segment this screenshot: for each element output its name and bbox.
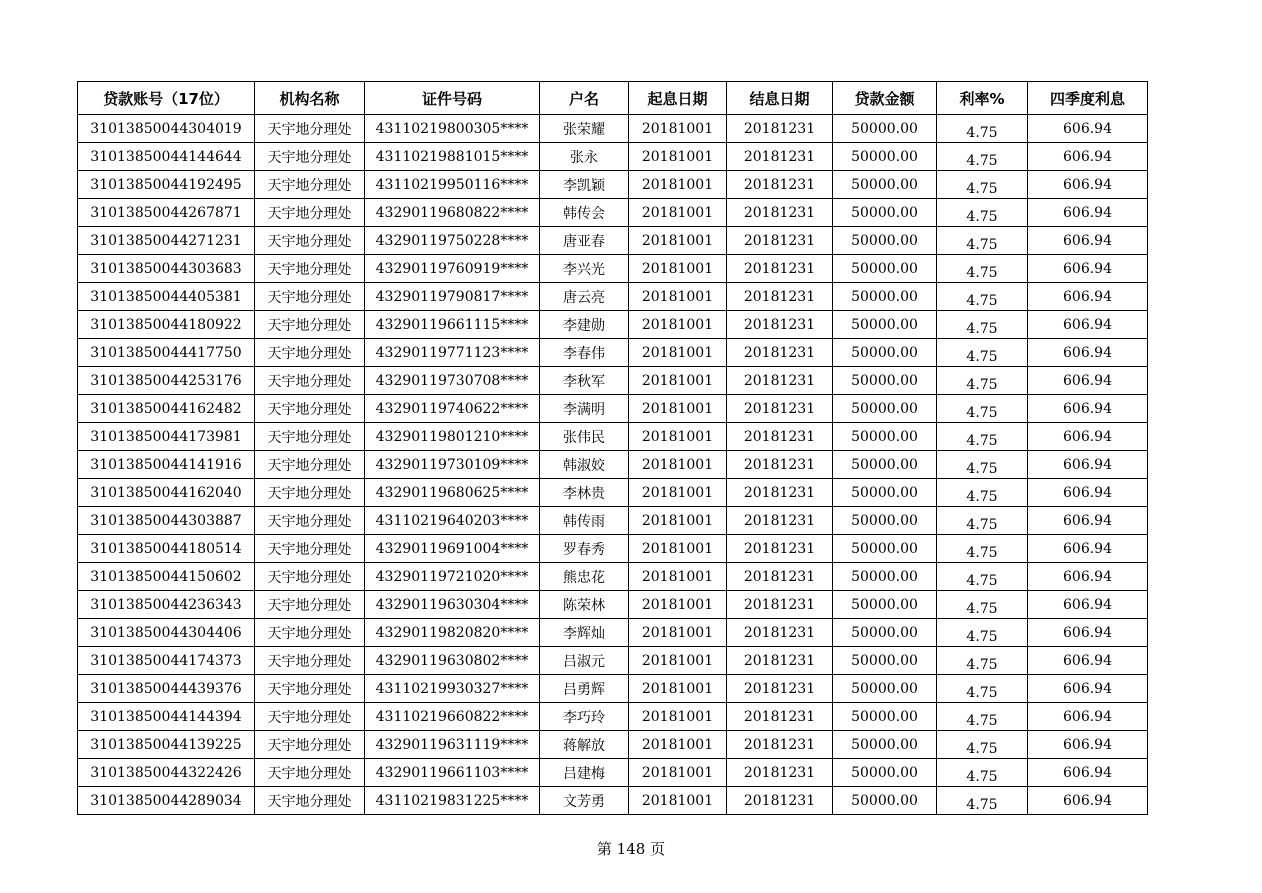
id-number-cell: 43110219831225**** — [365, 787, 540, 815]
start-date-cell: 20181001 — [629, 199, 727, 227]
branch-name-cell: 天宇地分理处 — [255, 535, 365, 563]
branch-name-cell: 天宇地分理处 — [255, 619, 365, 647]
branch-name-cell: 天宇地分理处 — [255, 563, 365, 591]
q4-interest-cell: 606.94 — [1028, 255, 1148, 283]
loan-amount-cell: 50000.00 — [833, 675, 937, 703]
table-row — [78, 143, 1148, 171]
header-settlement-date: 结息日期 — [727, 82, 833, 115]
settlement-date-cell: 20181231 — [727, 479, 833, 507]
start-date-cell: 20181001 — [629, 479, 727, 507]
interest-rate-cell: 4.75 — [937, 311, 1028, 339]
interest-rate-cell: 4.75 — [937, 507, 1028, 535]
q4-interest-cell: 606.94 — [1028, 507, 1148, 535]
interest-rate-cell: 4.75 — [937, 619, 1028, 647]
interest-rate-cell: 4.75 — [937, 563, 1028, 591]
interest-rate-cell: 4.75 — [937, 171, 1028, 199]
start-date-cell: 20181001 — [629, 759, 727, 787]
table-row — [78, 507, 1148, 535]
q4-interest-cell: 606.94 — [1028, 171, 1148, 199]
settlement-date-cell: 20181231 — [727, 395, 833, 423]
q4-interest-cell: 606.94 — [1028, 199, 1148, 227]
settlement-date-cell: 20181231 — [727, 787, 833, 815]
branch-name-cell: 天宇地分理处 — [255, 423, 365, 451]
account-number-cell: 31013850044253176 — [78, 367, 255, 395]
settlement-date-cell: 20181231 — [727, 759, 833, 787]
start-date-cell: 20181001 — [629, 311, 727, 339]
loan-amount-cell: 50000.00 — [833, 115, 937, 143]
account-holder-cell: 韩传雨 — [540, 507, 629, 535]
id-number-cell: 43290119721020**** — [365, 563, 540, 591]
branch-name-cell: 天宇地分理处 — [255, 675, 365, 703]
loan-amount-cell: 50000.00 — [833, 731, 937, 759]
settlement-date-cell: 20181231 — [727, 311, 833, 339]
interest-rate-cell: 4.75 — [937, 367, 1028, 395]
q4-interest-cell: 606.94 — [1028, 227, 1148, 255]
loan-amount-cell: 50000.00 — [833, 171, 937, 199]
branch-name-cell: 天宇地分理处 — [255, 255, 365, 283]
account-holder-cell: 唐云亮 — [540, 283, 629, 311]
header-interest-rate: 利率% — [937, 82, 1028, 115]
header-branch-name: 机构名称 — [255, 82, 365, 115]
branch-name-cell: 天宇地分理处 — [255, 283, 365, 311]
branch-name-cell: 天宇地分理处 — [255, 227, 365, 255]
start-date-cell: 20181001 — [629, 647, 727, 675]
q4-interest-cell: 606.94 — [1028, 311, 1148, 339]
loan-amount-cell: 50000.00 — [833, 227, 937, 255]
interest-rate-cell: 4.75 — [937, 787, 1028, 815]
id-number-cell: 43290119631119**** — [365, 731, 540, 759]
q4-interest-cell: 606.94 — [1028, 451, 1148, 479]
account-number-cell: 31013850044139225 — [78, 731, 255, 759]
table-row — [78, 311, 1148, 339]
q4-interest-cell: 606.94 — [1028, 731, 1148, 759]
loan-amount-cell: 50000.00 — [833, 451, 937, 479]
q4-interest-cell: 606.94 — [1028, 115, 1148, 143]
id-number-cell: 43290119630802**** — [365, 647, 540, 675]
account-holder-cell: 李春伟 — [540, 339, 629, 367]
loan-amount-cell: 50000.00 — [833, 199, 937, 227]
settlement-date-cell: 20181231 — [727, 171, 833, 199]
q4-interest-cell: 606.94 — [1028, 563, 1148, 591]
account-holder-cell: 熊忠花 — [540, 563, 629, 591]
id-number-cell: 43110219800305**** — [365, 115, 540, 143]
settlement-date-cell: 20181231 — [727, 143, 833, 171]
table-row — [78, 759, 1148, 787]
branch-name-cell: 天宇地分理处 — [255, 591, 365, 619]
id-number-cell: 43110219930327**** — [365, 675, 540, 703]
account-number-cell: 31013850044174373 — [78, 647, 255, 675]
loan-amount-cell: 50000.00 — [833, 759, 937, 787]
loan-amount-cell: 50000.00 — [833, 703, 937, 731]
q4-interest-cell: 606.94 — [1028, 759, 1148, 787]
account-holder-cell: 陈荣林 — [540, 591, 629, 619]
start-date-cell: 20181001 — [629, 619, 727, 647]
loan-amount-cell: 50000.00 — [833, 507, 937, 535]
interest-rate-cell: 4.75 — [937, 759, 1028, 787]
account-number-cell: 31013850044267871 — [78, 199, 255, 227]
id-number-cell: 43290119730109**** — [365, 451, 540, 479]
settlement-date-cell: 20181231 — [727, 507, 833, 535]
account-number-cell: 31013850044180922 — [78, 311, 255, 339]
start-date-cell: 20181001 — [629, 227, 727, 255]
settlement-date-cell: 20181231 — [727, 227, 833, 255]
account-number-cell: 31013850044289034 — [78, 787, 255, 815]
id-number-cell: 43290119730708**** — [365, 367, 540, 395]
account-number-cell: 31013850044417750 — [78, 339, 255, 367]
q4-interest-cell: 606.94 — [1028, 619, 1148, 647]
start-date-cell: 20181001 — [629, 535, 727, 563]
account-number-cell: 31013850044304406 — [78, 619, 255, 647]
account-number-cell: 31013850044162482 — [78, 395, 255, 423]
account-holder-cell: 唐亚春 — [540, 227, 629, 255]
loan-amount-cell: 50000.00 — [833, 395, 937, 423]
loan-amount-cell: 50000.00 — [833, 535, 937, 563]
settlement-date-cell: 20181231 — [727, 563, 833, 591]
q4-interest-cell: 606.94 — [1028, 675, 1148, 703]
settlement-date-cell: 20181231 — [727, 675, 833, 703]
table-row — [78, 115, 1148, 143]
interest-rate-cell: 4.75 — [937, 703, 1028, 731]
table-row — [78, 535, 1148, 563]
interest-rate-cell: 4.75 — [937, 227, 1028, 255]
table-row — [78, 563, 1148, 591]
settlement-date-cell: 20181231 — [727, 283, 833, 311]
table-row — [78, 395, 1148, 423]
start-date-cell: 20181001 — [629, 171, 727, 199]
settlement-date-cell: 20181231 — [727, 451, 833, 479]
account-holder-cell: 李满明 — [540, 395, 629, 423]
q4-interest-cell: 606.94 — [1028, 703, 1148, 731]
account-number-cell: 31013850044271231 — [78, 227, 255, 255]
settlement-date-cell: 20181231 — [727, 619, 833, 647]
start-date-cell: 20181001 — [629, 395, 727, 423]
id-number-cell: 43290119680822**** — [365, 199, 540, 227]
loan-amount-cell: 50000.00 — [833, 311, 937, 339]
table-row — [78, 647, 1148, 675]
id-number-cell: 43110219660822**** — [365, 703, 540, 731]
header-account-number: 贷款账号（17位） — [78, 82, 255, 115]
branch-name-cell: 天宇地分理处 — [255, 199, 365, 227]
branch-name-cell: 天宇地分理处 — [255, 115, 365, 143]
start-date-cell: 20181001 — [629, 255, 727, 283]
table-row — [78, 227, 1148, 255]
settlement-date-cell: 20181231 — [727, 535, 833, 563]
id-number-cell: 43110219640203**** — [365, 507, 540, 535]
table-row — [78, 731, 1148, 759]
account-holder-cell: 韩淑姣 — [540, 451, 629, 479]
id-number-cell: 43290119691004**** — [365, 535, 540, 563]
start-date-cell: 20181001 — [629, 115, 727, 143]
branch-name-cell: 天宇地分理处 — [255, 731, 365, 759]
header-id-number: 证件号码 — [365, 82, 540, 115]
id-number-cell: 43290119771123**** — [365, 339, 540, 367]
interest-rate-cell: 4.75 — [937, 395, 1028, 423]
interest-rate-cell: 4.75 — [937, 647, 1028, 675]
account-number-cell: 31013850044173981 — [78, 423, 255, 451]
account-holder-cell: 李兴光 — [540, 255, 629, 283]
loan-amount-cell: 50000.00 — [833, 479, 937, 507]
loan-amount-cell: 50000.00 — [833, 283, 937, 311]
account-holder-cell: 李林贵 — [540, 479, 629, 507]
id-number-cell: 43290119630304**** — [365, 591, 540, 619]
account-number-cell: 31013850044144394 — [78, 703, 255, 731]
interest-rate-cell: 4.75 — [937, 591, 1028, 619]
table-row — [78, 255, 1148, 283]
account-number-cell: 31013850044304019 — [78, 115, 255, 143]
account-number-cell: 31013850044303683 — [78, 255, 255, 283]
q4-interest-cell: 606.94 — [1028, 647, 1148, 675]
table-row — [78, 367, 1148, 395]
settlement-date-cell: 20181231 — [727, 423, 833, 451]
account-number-cell: 31013850044405381 — [78, 283, 255, 311]
start-date-cell: 20181001 — [629, 591, 727, 619]
q4-interest-cell: 606.94 — [1028, 787, 1148, 815]
header-account-holder: 户名 — [540, 82, 629, 115]
table-row — [78, 339, 1148, 367]
interest-rate-cell: 4.75 — [937, 451, 1028, 479]
interest-rate-cell: 4.75 — [937, 535, 1028, 563]
q4-interest-cell: 606.94 — [1028, 535, 1148, 563]
table-row — [78, 423, 1148, 451]
settlement-date-cell: 20181231 — [727, 367, 833, 395]
header-loan-amount: 贷款金额 — [833, 82, 937, 115]
q4-interest-cell: 606.94 — [1028, 339, 1148, 367]
account-holder-cell: 张永 — [540, 143, 629, 171]
q4-interest-cell: 606.94 — [1028, 143, 1148, 171]
loan-amount-cell: 50000.00 — [833, 367, 937, 395]
settlement-date-cell: 20181231 — [727, 339, 833, 367]
loan-amount-cell: 50000.00 — [833, 339, 937, 367]
account-holder-cell: 吕勇辉 — [540, 675, 629, 703]
header-start-date: 起息日期 — [629, 82, 727, 115]
start-date-cell: 20181001 — [629, 731, 727, 759]
start-date-cell: 20181001 — [629, 423, 727, 451]
id-number-cell: 43290119790817**** — [365, 283, 540, 311]
branch-name-cell: 天宇地分理处 — [255, 143, 365, 171]
table-row — [78, 787, 1148, 815]
q4-interest-cell: 606.94 — [1028, 395, 1148, 423]
account-holder-cell: 张伟民 — [540, 423, 629, 451]
q4-interest-cell: 606.94 — [1028, 367, 1148, 395]
interest-rate-cell: 4.75 — [937, 423, 1028, 451]
loan-amount-cell: 50000.00 — [833, 647, 937, 675]
table-row — [78, 479, 1148, 507]
id-number-cell: 43290119661103**** — [365, 759, 540, 787]
account-holder-cell: 蒋解放 — [540, 731, 629, 759]
q4-interest-cell: 606.94 — [1028, 591, 1148, 619]
interest-rate-cell: 4.75 — [937, 479, 1028, 507]
branch-name-cell: 天宇地分理处 — [255, 703, 365, 731]
table-row — [78, 675, 1148, 703]
settlement-date-cell: 20181231 — [727, 731, 833, 759]
account-number-cell: 31013850044144644 — [78, 143, 255, 171]
loan-amount-cell: 50000.00 — [833, 591, 937, 619]
branch-name-cell: 天宇地分理处 — [255, 479, 365, 507]
id-number-cell: 43290119740622**** — [365, 395, 540, 423]
settlement-date-cell: 20181231 — [727, 199, 833, 227]
branch-name-cell: 天宇地分理处 — [255, 339, 365, 367]
id-number-cell: 43290119661115**** — [365, 311, 540, 339]
loan-interest-table — [77, 81, 1148, 815]
account-number-cell: 31013850044192495 — [78, 171, 255, 199]
account-number-cell: 31013850044303887 — [78, 507, 255, 535]
start-date-cell: 20181001 — [629, 507, 727, 535]
page-number: 第 148 页 — [596, 840, 666, 858]
loan-amount-cell: 50000.00 — [833, 255, 937, 283]
settlement-date-cell: 20181231 — [727, 115, 833, 143]
account-number-cell: 31013850044150602 — [78, 563, 255, 591]
interest-rate-cell: 4.75 — [937, 143, 1028, 171]
start-date-cell: 20181001 — [629, 787, 727, 815]
header-q4-interest: 四季度利息 — [1028, 82, 1148, 115]
id-number-cell: 43290119820820**** — [365, 619, 540, 647]
account-number-cell: 31013850044141916 — [78, 451, 255, 479]
start-date-cell: 20181001 — [629, 143, 727, 171]
account-number-cell: 31013850044236343 — [78, 591, 255, 619]
id-number-cell: 43290119801210**** — [365, 423, 540, 451]
account-number-cell: 31013850044180514 — [78, 535, 255, 563]
account-holder-cell: 韩传会 — [540, 199, 629, 227]
account-holder-cell: 罗春秀 — [540, 535, 629, 563]
start-date-cell: 20181001 — [629, 563, 727, 591]
settlement-date-cell: 20181231 — [727, 591, 833, 619]
header-row — [78, 82, 1148, 115]
account-number-cell: 31013850044162040 — [78, 479, 255, 507]
loan-amount-cell: 50000.00 — [833, 423, 937, 451]
account-number-cell: 31013850044439376 — [78, 675, 255, 703]
loan-amount-cell: 50000.00 — [833, 787, 937, 815]
interest-rate-cell: 4.75 — [937, 339, 1028, 367]
id-number-cell: 43290119760919**** — [365, 255, 540, 283]
interest-rate-cell: 4.75 — [937, 731, 1028, 759]
table-row — [78, 199, 1148, 227]
table-row — [78, 591, 1148, 619]
id-number-cell: 43110219950116**** — [365, 171, 540, 199]
interest-rate-cell: 4.75 — [937, 283, 1028, 311]
id-number-cell: 43290119680625**** — [365, 479, 540, 507]
start-date-cell: 20181001 — [629, 283, 727, 311]
table-row — [78, 703, 1148, 731]
account-holder-cell: 文芳勇 — [540, 787, 629, 815]
branch-name-cell: 天宇地分理处 — [255, 171, 365, 199]
account-number-cell: 31013850044322426 — [78, 759, 255, 787]
interest-rate-cell: 4.75 — [937, 115, 1028, 143]
settlement-date-cell: 20181231 — [727, 255, 833, 283]
account-holder-cell: 吕淑元 — [540, 647, 629, 675]
branch-name-cell: 天宇地分理处 — [255, 311, 365, 339]
start-date-cell: 20181001 — [629, 703, 727, 731]
table-row — [78, 451, 1148, 479]
table-row — [78, 283, 1148, 311]
account-holder-cell: 李秋军 — [540, 367, 629, 395]
settlement-date-cell: 20181231 — [727, 647, 833, 675]
start-date-cell: 20181001 — [629, 675, 727, 703]
branch-name-cell: 天宇地分理处 — [255, 451, 365, 479]
account-holder-cell: 李凯颖 — [540, 171, 629, 199]
branch-name-cell: 天宇地分理处 — [255, 759, 365, 787]
q4-interest-cell: 606.94 — [1028, 283, 1148, 311]
account-holder-cell: 吕建梅 — [540, 759, 629, 787]
settlement-date-cell: 20181231 — [727, 703, 833, 731]
start-date-cell: 20181001 — [629, 339, 727, 367]
loan-amount-cell: 50000.00 — [833, 619, 937, 647]
branch-name-cell: 天宇地分理处 — [255, 507, 365, 535]
table-row — [78, 171, 1148, 199]
account-holder-cell: 李辉灿 — [540, 619, 629, 647]
account-holder-cell: 张荣耀 — [540, 115, 629, 143]
start-date-cell: 20181001 — [629, 451, 727, 479]
account-holder-cell: 李建勋 — [540, 311, 629, 339]
table-body — [78, 115, 1148, 815]
q4-interest-cell: 606.94 — [1028, 479, 1148, 507]
interest-rate-cell: 4.75 — [937, 199, 1028, 227]
id-number-cell: 43110219881015**** — [365, 143, 540, 171]
q4-interest-cell: 606.94 — [1028, 423, 1148, 451]
table-row — [78, 619, 1148, 647]
loan-amount-cell: 50000.00 — [833, 143, 937, 171]
account-holder-cell: 李巧玲 — [540, 703, 629, 731]
branch-name-cell: 天宇地分理处 — [255, 647, 365, 675]
id-number-cell: 43290119750228**** — [365, 227, 540, 255]
interest-rate-cell: 4.75 — [937, 675, 1028, 703]
branch-name-cell: 天宇地分理处 — [255, 787, 365, 815]
branch-name-cell: 天宇地分理处 — [255, 367, 365, 395]
branch-name-cell: 天宇地分理处 — [255, 395, 365, 423]
loan-amount-cell: 50000.00 — [833, 563, 937, 591]
interest-rate-cell: 4.75 — [937, 255, 1028, 283]
start-date-cell: 20181001 — [629, 367, 727, 395]
